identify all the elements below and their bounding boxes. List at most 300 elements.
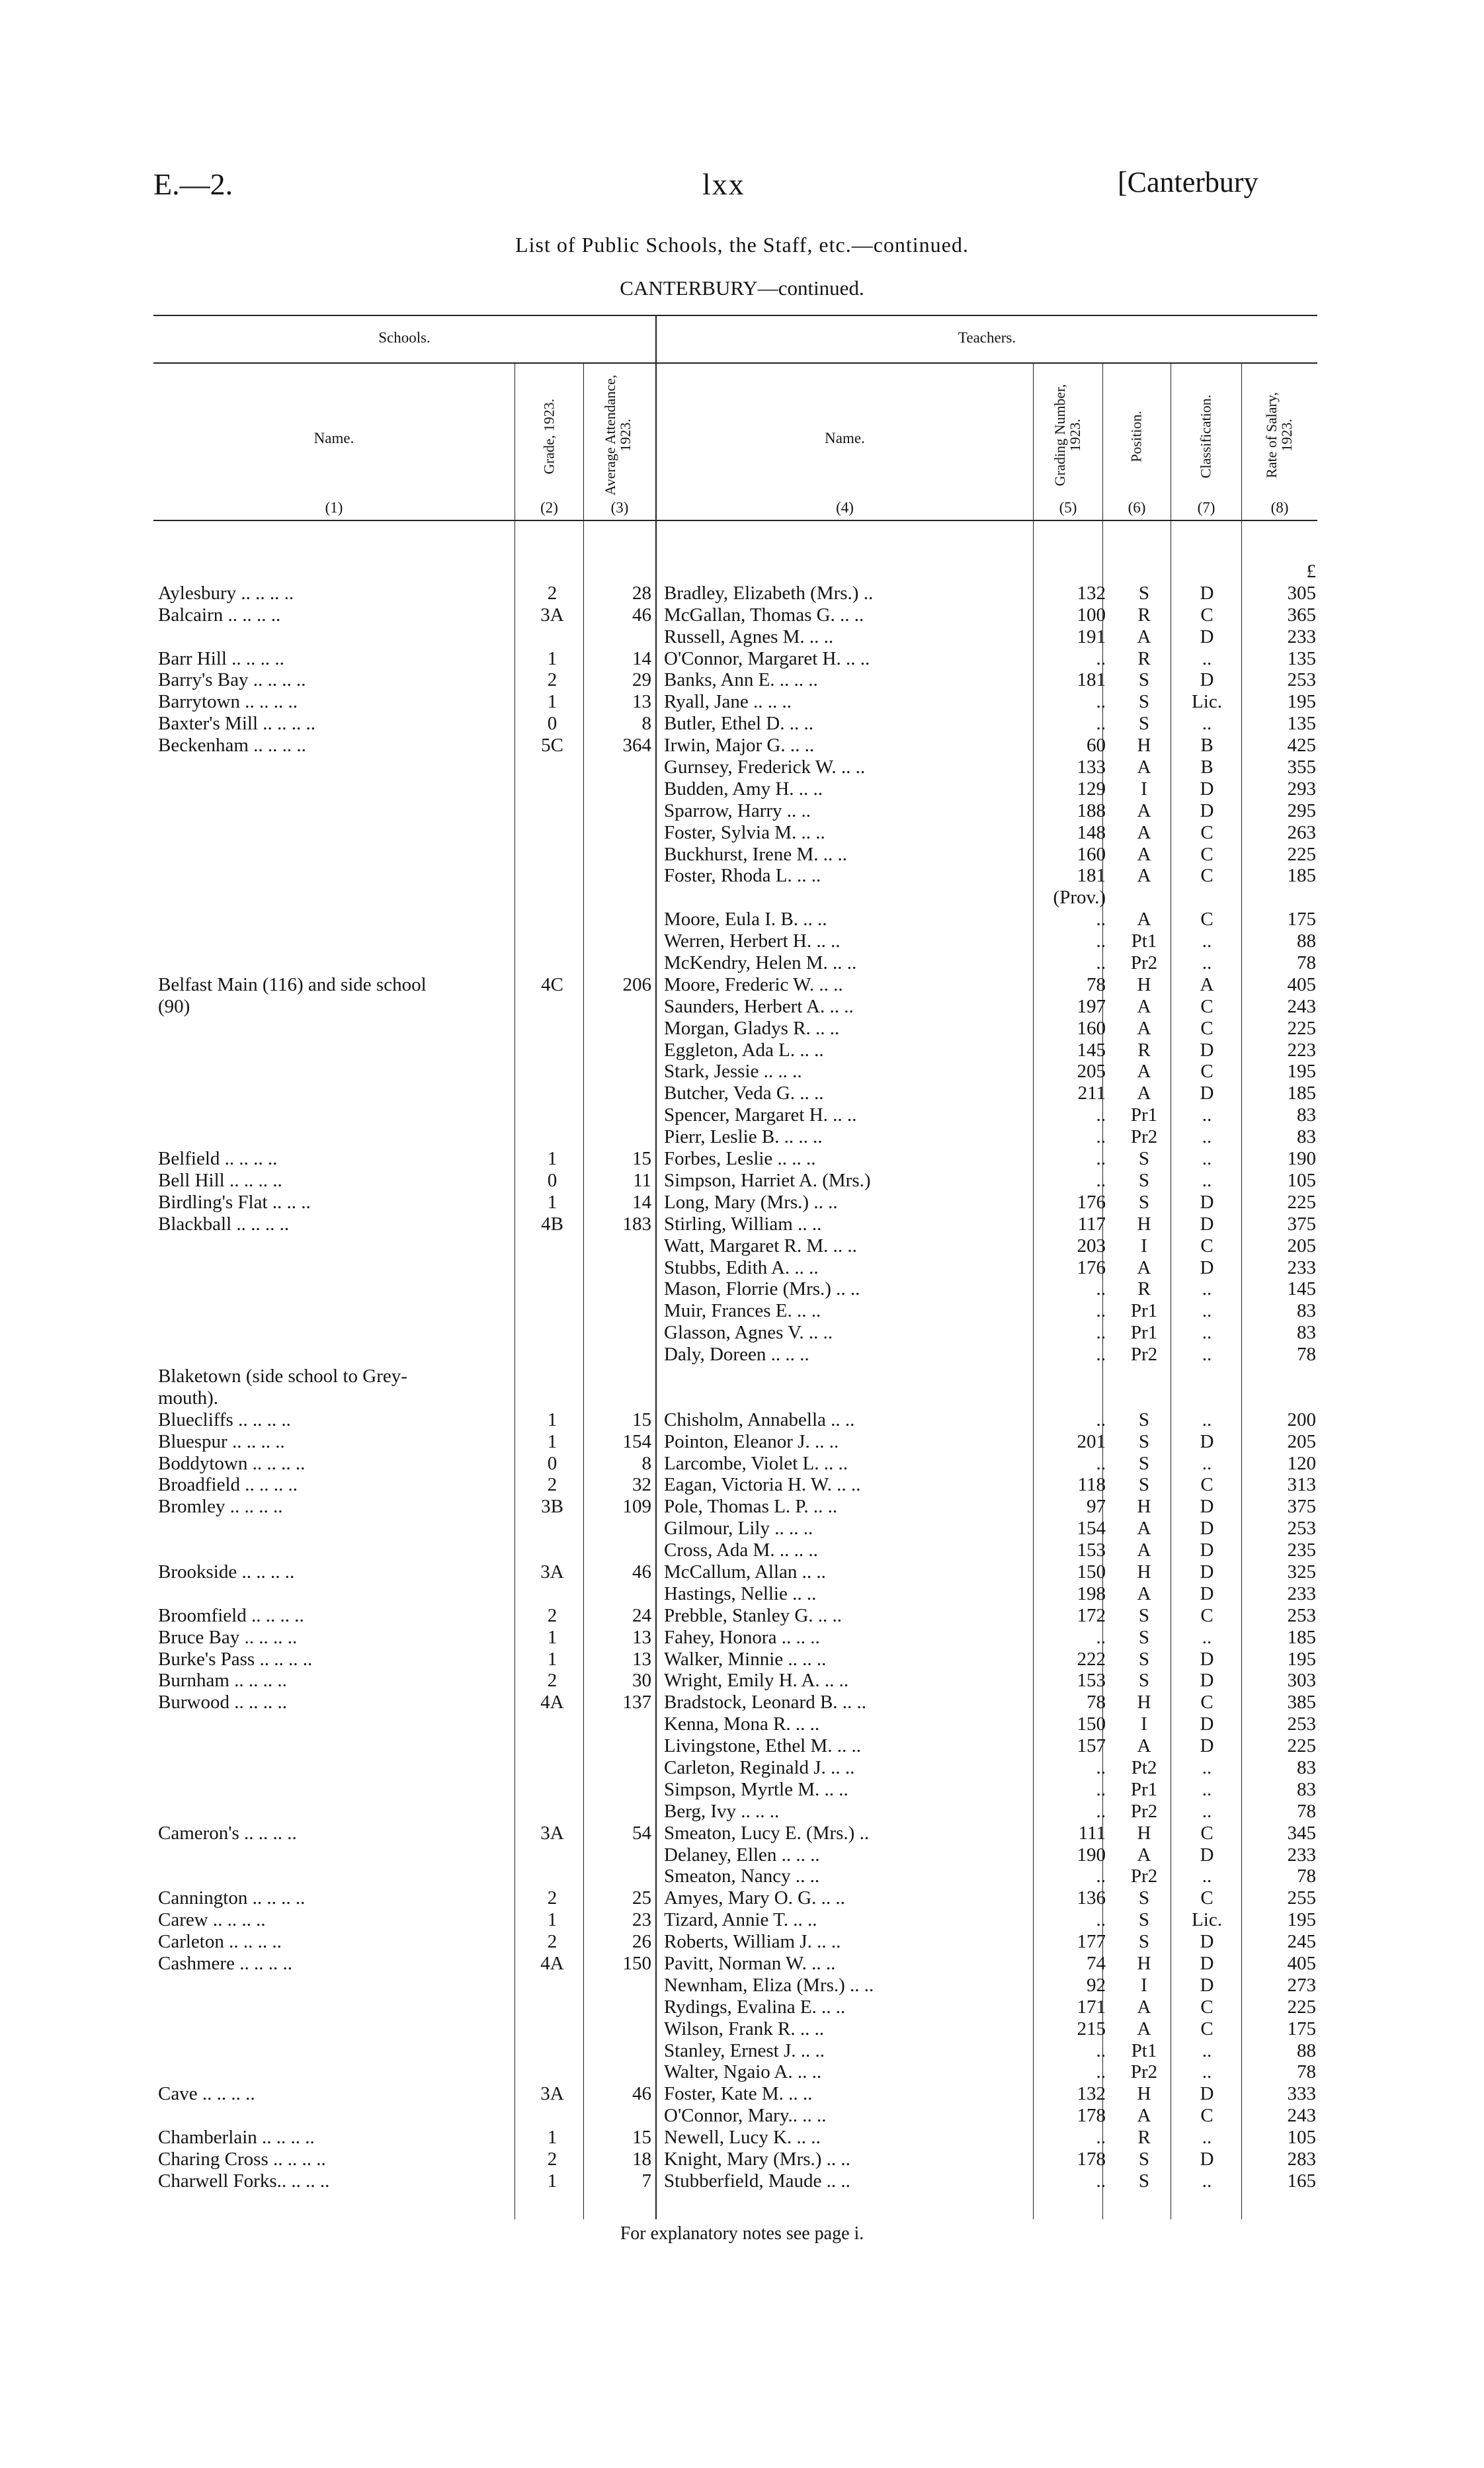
rate-cell: 205 (1287, 1235, 1316, 1256)
attendance-cell: 13 (632, 691, 651, 713)
header-bottom-rule (153, 520, 1317, 521)
position-cell: A (1137, 2105, 1151, 2127)
grade-cell: 2 (547, 2149, 557, 2170)
attendance-cell: 13 (632, 1648, 651, 1670)
position-cell: H (1137, 1953, 1151, 1974)
grading-cell: 74 (1087, 1953, 1106, 1974)
grading-cell: .. (1096, 1104, 1106, 1126)
teacher-name-cell: Bradley, Elizabeth (Mrs.) .. (664, 582, 874, 604)
grade-cell: 1 (547, 647, 557, 669)
grading-cell: .. (1096, 1126, 1106, 1148)
col-number: (3) (610, 499, 629, 516)
teacher-name-cell: Livingstone, Ethel M. .. .. (664, 1735, 862, 1757)
school-name-cell: Belfield .. .. .. .. (158, 1148, 278, 1170)
grading-cell: .. (1096, 1300, 1106, 1322)
classification-cell: .. (1202, 2039, 1212, 2061)
grading-cell: 132 (1077, 2083, 1106, 2105)
teacher-name-cell: Eggleton, Ada L. .. .. (664, 1039, 824, 1061)
table-row (0, 996, 1484, 1018)
position-cell: A (1137, 1518, 1151, 1540)
position-cell: Pt1 (1131, 2039, 1157, 2061)
grading-cell: 203 (1077, 1235, 1106, 1256)
teacher-name-cell: Pierr, Leslie B. .. .. .. (664, 1126, 823, 1148)
grading-cell: .. (1096, 691, 1106, 713)
col-number: (8) (1270, 499, 1289, 516)
classification-cell: Lic. (1192, 1909, 1222, 1931)
grading-cell: 191 (1077, 626, 1106, 647)
classification-cell: C (1200, 1061, 1214, 1083)
position-cell: S (1138, 1887, 1150, 1909)
grade-cell: 1 (547, 1909, 557, 1931)
grade-cell: 4B (541, 1213, 563, 1235)
rate-cell: 135 (1287, 713, 1316, 735)
teacher-name-cell: Mason, Florrie (Mrs.) .. .. (664, 1278, 860, 1300)
grading-cell: .. (1096, 2127, 1106, 2149)
position-cell: A (1137, 626, 1151, 647)
position-cell: S (1138, 1648, 1150, 1670)
teacher-name-cell: Butcher, Veda G. .. .. (664, 1083, 824, 1104)
grading-cell: 117 (1077, 1213, 1106, 1235)
table-row (0, 1366, 1484, 1387)
rate-cell: 185 (1287, 865, 1316, 887)
rate-cell: 345 (1287, 1822, 1316, 1844)
teacher-name-cell: Werren, Herbert H. .. .. (664, 930, 841, 952)
classification-cell: D (1200, 1735, 1214, 1757)
table-row (0, 1801, 1484, 1823)
position-cell: S (1138, 1474, 1150, 1496)
table-row (0, 1561, 1484, 1583)
rate-cell: 78 (1297, 1344, 1316, 1366)
rate-cell: 83 (1297, 1104, 1316, 1126)
classification-cell: .. (1202, 1756, 1212, 1778)
rate-cell: 135 (1287, 647, 1316, 669)
rate-cell: 78 (1297, 952, 1316, 974)
rate-cell: 235 (1287, 1540, 1316, 1561)
table-row (0, 2149, 1484, 2170)
grade-cell: 1 (547, 1430, 557, 1452)
position-cell: R (1137, 1278, 1151, 1300)
table-row (0, 2170, 1484, 2192)
table-row (0, 626, 1484, 648)
teacher-name-cell: O'Connor, Mary.. .. .. (664, 2105, 827, 2127)
teacher-name-cell: Glasson, Agnes V. .. .. (664, 1322, 833, 1344)
rate-cell: 333 (1287, 2083, 1316, 2105)
table-row (0, 1235, 1484, 1257)
rate-cell: 313 (1287, 1474, 1316, 1496)
rate-cell: 105 (1287, 2127, 1316, 2149)
grading-cell: .. (1096, 1909, 1106, 1931)
group-header-schools: Schools. (378, 329, 431, 346)
grading-cell: 215 (1077, 2018, 1106, 2039)
classification-cell: C (1200, 1604, 1214, 1626)
school-name-cell: Broomfield .. .. .. .. (158, 1604, 304, 1626)
position-cell: S (1138, 1604, 1150, 1626)
attendance-cell: 28 (632, 582, 651, 604)
grade-cell: 1 (547, 1648, 557, 1670)
table-row (0, 1909, 1484, 1931)
rate-cell: 175 (1287, 2018, 1316, 2039)
position-cell: A (1137, 1256, 1151, 1278)
teacher-name-cell: Tizard, Annie T. .. .. (664, 1909, 817, 1931)
grading-cell: 181 (1077, 865, 1106, 887)
school-name-cell: Baxter's Mill .. .. .. .. (158, 713, 316, 735)
rate-cell: 145 (1287, 1278, 1316, 1300)
classification-cell: B (1200, 735, 1214, 757)
grading-cell: 171 (1077, 1996, 1106, 2018)
table-row (0, 1627, 1484, 1649)
position-cell: A (1137, 1583, 1151, 1604)
table-row (0, 1692, 1484, 1713)
grade-cell: 4C (541, 973, 563, 995)
school-name-cell: Bell Hill .. .. .. .. (158, 1169, 282, 1191)
teacher-name-cell: Butler, Ethel D. .. .. (664, 713, 813, 735)
teacher-name-cell: Smeaton, Lucy E. (Mrs.) .. (664, 1822, 870, 1844)
classification-cell: .. (1202, 1169, 1212, 1191)
teacher-name-cell: McKendry, Helen M. .. .. (664, 952, 857, 974)
teacher-name-cell: Kenna, Mona R. .. .. (664, 1713, 820, 1735)
col-header-school-name: Name. (313, 430, 354, 446)
position-cell: Pt2 (1131, 1756, 1157, 1778)
col-header-grading: Grading Number, 1923. (1051, 384, 1083, 487)
attendance-cell: 154 (622, 1430, 651, 1452)
attendance-cell: 46 (632, 604, 651, 626)
school-name-cell: Balcairn .. .. .. .. (158, 604, 281, 626)
school-name-cell: Burwood .. .. .. .. (158, 1692, 287, 1713)
position-cell: Pr1 (1130, 1778, 1158, 1800)
position-cell: S (1138, 669, 1150, 691)
grading-cell: 177 (1077, 1931, 1106, 1953)
teacher-name-cell: Prebble, Stanley G. .. .. (664, 1604, 843, 1626)
table-row (0, 691, 1484, 713)
grading-cell: 176 (1077, 1256, 1106, 1278)
table-row (0, 583, 1484, 604)
rate-cell: 223 (1287, 1039, 1316, 1061)
table-row (0, 1257, 1484, 1279)
table-row (0, 1213, 1484, 1235)
classification-cell: .. (1202, 2170, 1212, 2192)
teacher-name-cell: Long, Mary (Mrs.) .. .. (664, 1191, 838, 1213)
table-row (0, 1496, 1484, 1518)
grading-cell: 197 (1077, 995, 1106, 1017)
teacher-name-cell: Saunders, Herbert A. .. .. (664, 995, 854, 1017)
school-name-cell: Charwell Forks.. .. .. .. (158, 2170, 330, 2192)
classification-cell: Lic. (1192, 691, 1222, 713)
school-name-cell: Chamberlain .. .. .. .. (158, 2127, 315, 2149)
col-header-grade: Grade, 1923. (540, 398, 557, 475)
classification-cell: .. (1202, 2061, 1212, 2083)
table-row (0, 561, 1484, 583)
grade-cell: 2 (547, 582, 557, 604)
grading-cell: 160 (1077, 1017, 1106, 1039)
table-row (0, 1083, 1484, 1104)
position-cell: A (1137, 1061, 1151, 1083)
col-number: (1) (325, 499, 343, 516)
classification-cell: C (1200, 1822, 1214, 1844)
classification-cell: .. (1202, 2127, 1212, 2149)
teacher-name-cell: Eagan, Victoria H. W. .. .. (664, 1474, 861, 1496)
teacher-name-cell: Pavitt, Norman W. .. .. (664, 1953, 836, 1974)
teacher-name-cell: Moore, Eula I. B. .. .. (664, 909, 827, 930)
classification-cell: C (1200, 909, 1214, 930)
classification-cell: D (1200, 1648, 1214, 1670)
grading-cell: 190 (1077, 1844, 1106, 1866)
table-row (0, 604, 1484, 626)
table-row (0, 757, 1484, 778)
rate-cell: 365 (1287, 604, 1316, 626)
classification-cell: C (1200, 995, 1214, 1017)
school-name-cell: Blackball .. .. .. .. (158, 1213, 290, 1235)
teacher-name-cell: Larcombe, Violet L. .. .. (664, 1452, 848, 1474)
position-cell: A (1137, 2018, 1151, 2039)
table-row (0, 2083, 1484, 2105)
classification-cell: D (1200, 669, 1214, 691)
position-cell: Pr1 (1130, 1300, 1158, 1322)
rate-cell: 295 (1287, 800, 1316, 821)
teacher-name-cell: McCallum, Allan .. .. (664, 1561, 826, 1583)
grading-cell: .. (1096, 952, 1106, 974)
classification-cell: D (1200, 1844, 1214, 1866)
table-row (0, 1931, 1484, 1953)
position-cell: R (1137, 2127, 1151, 2149)
school-name-cell: Burke's Pass .. .. .. .. (158, 1648, 313, 1670)
teacher-name-cell: Moore, Frederic W. .. .. (664, 973, 843, 995)
grading-cell: 150 (1077, 1713, 1106, 1735)
grade-cell: 0 (547, 713, 557, 735)
footer-note: For explanatory notes see page i. (620, 2223, 864, 2244)
classification-cell: .. (1202, 952, 1212, 974)
classification-cell: C (1200, 2105, 1214, 2127)
table-row (0, 2105, 1484, 2127)
position-cell: I (1141, 1235, 1147, 1256)
classification-cell: D (1200, 1931, 1214, 1953)
position-cell: S (1138, 582, 1150, 604)
teacher-name-cell: Buckhurst, Irene M. .. .. (664, 843, 848, 865)
attendance-cell: 183 (622, 1213, 651, 1235)
grading-cell: 111 (1078, 1822, 1106, 1844)
page-header-right: [Canterbury (1118, 166, 1258, 198)
classification-cell: D (1200, 1713, 1214, 1735)
classification-cell: D (1200, 1518, 1214, 1540)
classification-cell: D (1200, 1430, 1214, 1452)
teacher-name-cell: Rydings, Evalina E. .. .. (664, 1996, 846, 2018)
grading-cell: .. (1096, 1626, 1106, 1648)
table-row (0, 1823, 1484, 1844)
teacher-name-cell: Daly, Doreen .. .. .. (664, 1344, 809, 1366)
teacher-name-cell: Stark, Jessie .. .. .. (664, 1061, 802, 1083)
teacher-name-cell: Carleton, Reginald J. .. .. (664, 1756, 855, 1778)
grading-cell: 133 (1077, 757, 1106, 778)
rate-cell: 195 (1287, 691, 1316, 713)
teacher-name-cell: Knight, Mary (Mrs.) .. .. (664, 2149, 850, 2170)
col-header-teacher-name: Name. (825, 430, 865, 446)
grading-cell: 154 (1077, 1518, 1106, 1540)
table-row (0, 974, 1484, 996)
position-cell: S (1138, 2149, 1150, 2170)
classification-cell: D (1200, 1039, 1214, 1061)
position-cell: H (1137, 1692, 1151, 1713)
rate-cell: 225 (1287, 1017, 1316, 1039)
grade-cell: 3A (540, 2083, 564, 2105)
page-number: lxx (702, 167, 745, 201)
grade-cell: 1 (547, 1626, 557, 1648)
grade-cell: 3A (540, 604, 564, 626)
table-row (0, 844, 1484, 866)
classification-cell: C (1200, 1235, 1214, 1256)
group-header-teachers: Teachers. (958, 329, 1016, 346)
attendance-cell: 364 (622, 735, 651, 757)
classification-cell: .. (1202, 713, 1212, 735)
grade-cell: 2 (547, 669, 557, 691)
grading-cell: .. (1096, 1278, 1106, 1300)
attendance-cell: 23 (632, 1909, 651, 1931)
table-row (0, 1387, 1484, 1409)
rate-cell: 185 (1287, 1626, 1316, 1648)
position-cell: Pr2 (1130, 1866, 1158, 1887)
classification-cell: D (1200, 2149, 1214, 2170)
position-cell: H (1137, 973, 1151, 995)
position-cell: Pt1 (1131, 930, 1157, 952)
classification-cell: C (1200, 1692, 1214, 1713)
teacher-name-cell: Fahey, Honora .. .. .. (664, 1626, 820, 1648)
teacher-name-cell: Berg, Ivy .. .. .. (664, 1800, 780, 1822)
school-name-cell: Belfast Main (116) and side school (158, 973, 427, 995)
school-name-cell: Broadfield .. .. .. .. (158, 1474, 298, 1496)
classification-cell: D (1200, 1213, 1214, 1235)
grading-cell: 160 (1077, 843, 1106, 865)
rate-cell: 105 (1287, 1169, 1316, 1191)
school-name-cell: Bluecliffs .. .. .. .. (158, 1409, 291, 1430)
school-name-cell: Cannington .. .. .. .. (158, 1887, 306, 1909)
classification-cell: .. (1202, 1322, 1212, 1344)
attendance-cell: 14 (632, 647, 651, 669)
classification-cell: D (1200, 778, 1214, 800)
school-name-cell: Barrytown .. .. .. .. (158, 691, 298, 713)
rate-cell: 243 (1287, 995, 1316, 1017)
position-cell: R (1137, 647, 1151, 669)
classification-cell: D (1200, 1540, 1214, 1561)
rate-cell: 195 (1287, 1909, 1316, 1931)
rate-cell: 83 (1297, 1300, 1316, 1322)
grading-cell: .. (1096, 713, 1106, 735)
school-name-cell: mouth). (158, 1387, 219, 1409)
col-number: (5) (1059, 499, 1077, 516)
document-title: List of Public Schools, the Staff, etc.—continued. (515, 233, 969, 257)
attendance-cell: 54 (632, 1822, 651, 1844)
rate-cell: 405 (1287, 1953, 1316, 1974)
grading-cell: .. (1096, 1344, 1106, 1366)
teacher-name-cell: Simpson, Myrtle M. .. .. (664, 1778, 848, 1800)
grading-cell: 222 (1077, 1648, 1106, 1670)
attendance-cell: 150 (622, 1953, 651, 1974)
grading-cell: 78 (1087, 1692, 1106, 1713)
attendance-cell: 137 (622, 1692, 651, 1713)
grade-cell: 1 (547, 1148, 557, 1170)
school-name-cell: Aylesbury .. .. .. .. (158, 582, 294, 604)
col-number: (2) (540, 499, 558, 516)
position-cell: A (1137, 1017, 1151, 1039)
classification-cell: .. (1202, 1626, 1212, 1648)
table-row (0, 1713, 1484, 1735)
attendance-cell: 13 (632, 1626, 651, 1648)
school-name-cell: Bluespur .. .. .. .. (158, 1430, 285, 1452)
position-cell: S (1138, 1148, 1150, 1170)
teacher-name-cell: Amyes, Mary O. G. .. .. (664, 1887, 845, 1909)
table-row (0, 1844, 1484, 1866)
rate-cell: 120 (1287, 1452, 1316, 1474)
grading-cell: .. (1096, 1148, 1106, 1170)
teacher-name-cell: Russell, Agnes M. .. .. (664, 626, 834, 647)
school-name-cell: Brookside .. .. .. .. (158, 1561, 295, 1583)
table-row (0, 1474, 1484, 1496)
grading-cell: 145 (1077, 1039, 1106, 1061)
teacher-name-cell: Bradstock, Leonard B. .. .. (664, 1692, 867, 1713)
classification-cell: .. (1202, 1452, 1212, 1474)
grading-cell: .. (1096, 1452, 1106, 1474)
rate-cell: 253 (1287, 1518, 1316, 1540)
teacher-name-cell: Muir, Frances E. .. .. (664, 1300, 821, 1322)
school-name-cell: Cameron's .. .. .. .. (158, 1822, 297, 1844)
position-cell: I (1141, 778, 1147, 800)
rate-cell: £ (1306, 561, 1316, 582)
classification-cell: D (1200, 1191, 1214, 1213)
position-cell: S (1138, 1452, 1150, 1474)
rate-cell: 273 (1287, 1974, 1316, 1996)
rate-cell: 263 (1287, 821, 1316, 843)
classification-cell: .. (1202, 930, 1212, 952)
teacher-name-cell: Newnham, Eliza (Mrs.) .. .. (664, 1974, 874, 1996)
grading-cell: .. (1096, 930, 1106, 952)
grading-cell: 178 (1077, 2149, 1106, 2170)
classification-cell: D (1200, 1256, 1214, 1278)
grading-cell: 176 (1077, 1191, 1106, 1213)
position-cell: R (1137, 1039, 1151, 1061)
rate-cell: 243 (1287, 2105, 1316, 2127)
rate-cell: 293 (1287, 778, 1316, 800)
col-number: (4) (836, 499, 854, 516)
position-cell: A (1137, 843, 1151, 865)
position-cell: H (1137, 1213, 1151, 1235)
classification-cell: C (1200, 1996, 1214, 2018)
rate-cell: 385 (1287, 1692, 1316, 1713)
grading-cell: 100 (1077, 604, 1106, 626)
classification-cell: C (1200, 2018, 1214, 2039)
rate-cell: 245 (1287, 1931, 1316, 1953)
table-row (0, 1104, 1484, 1126)
table-row (0, 909, 1484, 930)
classification-cell: C (1200, 821, 1214, 843)
rate-cell: 253 (1287, 669, 1316, 691)
teacher-name-cell: Ryall, Jane .. .. .. (664, 691, 792, 713)
grading-cell: 157 (1077, 1735, 1106, 1757)
position-cell: S (1138, 1430, 1150, 1452)
table-row (0, 1540, 1484, 1561)
rate-cell: 233 (1287, 626, 1316, 647)
rate-cell: 233 (1287, 1844, 1316, 1866)
teacher-name-cell: Wilson, Frank R. .. .. (664, 2018, 825, 2039)
grade-cell: 0 (547, 1452, 557, 1474)
classification-cell: .. (1202, 1300, 1212, 1322)
position-cell: S (1138, 1626, 1150, 1648)
grade-cell: 1 (547, 1191, 557, 1213)
grading-cell: .. (1096, 2039, 1106, 2061)
rate-cell: 205 (1287, 1430, 1316, 1452)
position-cell: Pr2 (1130, 1800, 1158, 1822)
attendance-cell: 8 (641, 713, 651, 735)
position-cell: H (1137, 735, 1151, 757)
teacher-name-cell: Simpson, Harriet A. (Mrs.) (664, 1169, 871, 1191)
position-cell: S (1138, 1409, 1150, 1430)
table-row (0, 648, 1484, 670)
